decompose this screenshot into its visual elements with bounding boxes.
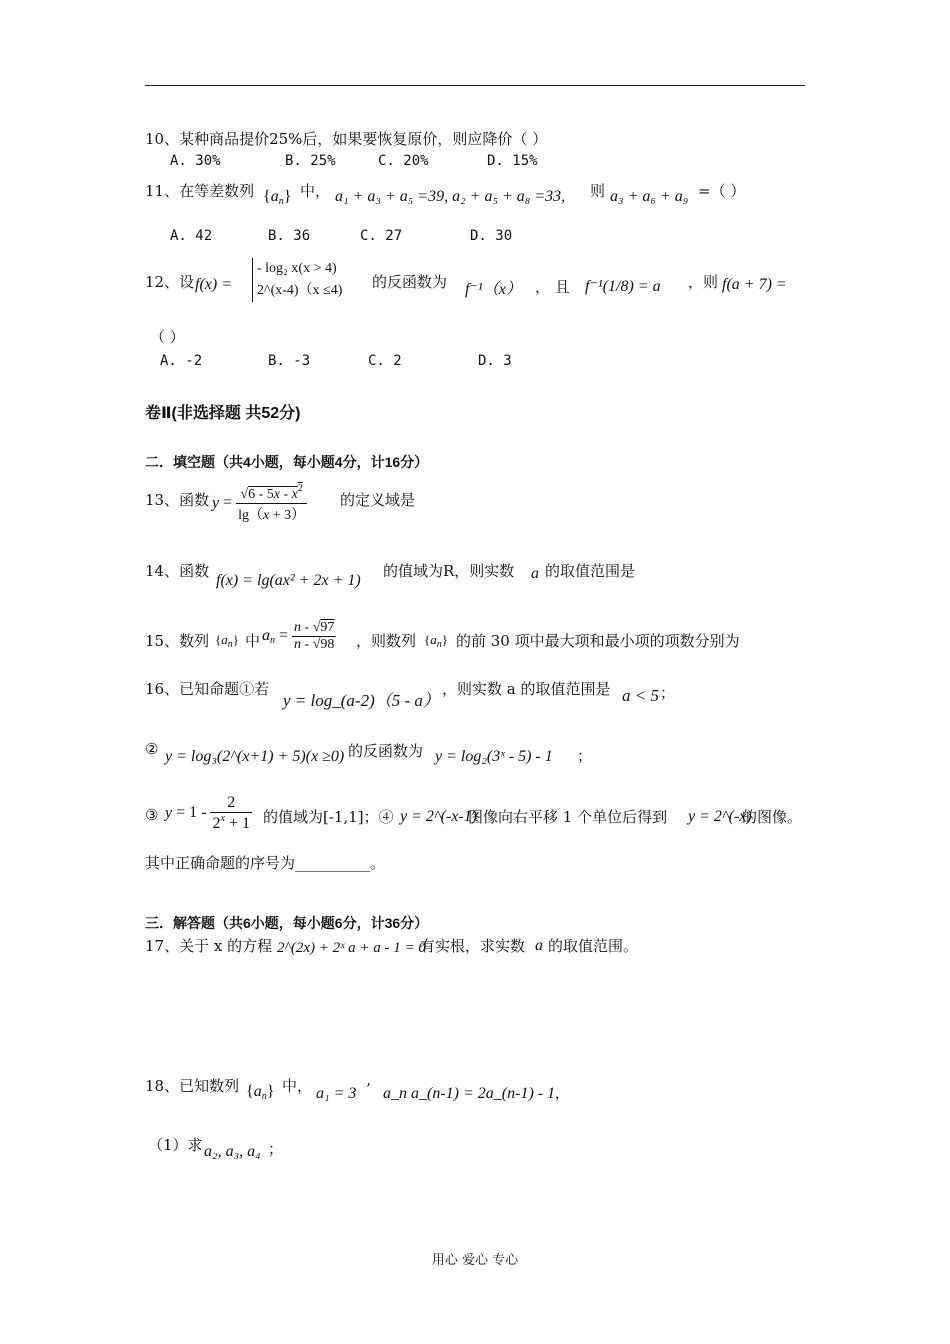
q16-semicolon-1: ； bbox=[660, 684, 676, 702]
q18-part1-ask: a₂, a₃, a₄ bbox=[204, 1143, 261, 1160]
q11-lead: 11、在等差数列 bbox=[145, 182, 255, 200]
q12-then: ，则 bbox=[688, 273, 719, 291]
q16-p4-result: y = 2^(-x) bbox=[688, 808, 752, 825]
q16-p1: y = log_(a-2)（5 - a） bbox=[283, 691, 440, 710]
q11-condition: a₁ + a₃ + a₅ =39, a₂ + a₅ + a₈ =33, bbox=[335, 188, 566, 205]
q15-mid: 中 bbox=[245, 632, 261, 650]
q16-lead: 16、已知命题①若 bbox=[145, 680, 270, 698]
part2-title: 卷Ⅱ(非选择题 共52分) bbox=[145, 405, 301, 422]
q17-tail: 有实根，求实数 bbox=[420, 937, 526, 955]
q14-lead: 14、函数 bbox=[145, 562, 210, 580]
q11-ask: a₃ + a₆ + a₉ bbox=[610, 188, 689, 205]
q15-tail2: 的前 30 项中最大项和最小项的项数分别为 bbox=[456, 632, 740, 650]
q12-condition: f⁻¹(1/8) = a bbox=[585, 278, 661, 295]
q16-p1-tail: ，则实数 a 的取值范围是 bbox=[442, 680, 611, 698]
q10-option-b: B. 25% bbox=[285, 153, 336, 169]
q16-p2-mark: ② bbox=[145, 740, 159, 758]
q12-option-c: C. 2 bbox=[368, 353, 402, 369]
q12-option-a: A. -2 bbox=[160, 353, 203, 369]
q14-var: a bbox=[531, 565, 539, 582]
section2-title: 二．填空题（共4小题，每小题4分，计16分） bbox=[145, 454, 429, 470]
q17-tail2: 的取值范围。 bbox=[548, 937, 639, 955]
q15-formula: $a_n$ = $\frac{n - √97}{n - √98}$ bbox=[262, 620, 335, 652]
q16-p3: y = 1 - $\frac{2}{2^x + 1}$ bbox=[165, 794, 250, 832]
q12-case1: - log₂ x(x > 4) bbox=[257, 261, 337, 276]
q18-seq: $\{a_n\}$ bbox=[246, 1083, 275, 1102]
q11-tail: =（ ） bbox=[698, 182, 746, 200]
q12-ask: f(a + 7) = bbox=[722, 276, 787, 293]
q12-option-b: B. -3 bbox=[268, 353, 311, 369]
q18-condition-1: a₁ = 3 bbox=[316, 1085, 357, 1102]
q12-piecewise bbox=[252, 258, 342, 302]
q10-stem: 10、某种商品提价25%后，如果要恢复原价，则应降价（ ） bbox=[145, 130, 548, 148]
q12-paren: （ ） bbox=[150, 328, 185, 346]
q11-option-b: B. 36 bbox=[268, 228, 311, 244]
q10-option-d: D. 15% bbox=[487, 153, 538, 169]
q11-then: 则 bbox=[590, 182, 606, 200]
q15-seq-2: $\{a_n\}$ bbox=[424, 632, 448, 650]
q11-option-c: C. 27 bbox=[360, 228, 403, 244]
page-footer: 用心 爱心 专心 bbox=[431, 1253, 519, 1268]
q16-p4-mid: 图像向右平移 1 个单位后得到 bbox=[468, 808, 668, 826]
q16-ask: 其中正确命题的序号为__________。 bbox=[145, 854, 386, 872]
q12-case2: 2^(x-4)（x ≤4) bbox=[257, 283, 343, 298]
q18-separator: ’ bbox=[366, 1080, 371, 1098]
q17-formula: 2^(2x) + 2ˣ a + a - 1 = 0 bbox=[277, 940, 426, 956]
q16-semicolon-2: ； bbox=[577, 747, 593, 765]
q10-option-c: C. 20% bbox=[378, 153, 429, 169]
q16-p3-mark: ③ bbox=[145, 806, 159, 824]
q12-lead: 12、设 bbox=[145, 273, 195, 291]
q16-p3-tail: 的值域为[-1,1]；④ bbox=[263, 808, 394, 826]
q11-mid: 中， bbox=[300, 182, 331, 200]
q14-formula: f(x) = lg(ax² + 2x + 1) bbox=[216, 572, 361, 589]
q18-semicolon: ； bbox=[268, 1140, 284, 1158]
q15-tail: ，则数列 bbox=[356, 632, 417, 650]
q18-part1: （1）求 bbox=[148, 1136, 203, 1154]
q11-seq: $\{a_n\}$ bbox=[263, 188, 292, 207]
q14-tail2: 的取值范围是 bbox=[545, 562, 636, 580]
q13-lead: 13、函数 bbox=[145, 491, 210, 509]
q18-lead: 18、已知数列 bbox=[145, 1077, 240, 1095]
q13-formula: y = $\frac{√6 - 5x - x^2}{\lg(x + 3)}$ bbox=[212, 483, 306, 523]
q15-lead: 15、数列 bbox=[145, 632, 210, 650]
q18-mid: 中， bbox=[282, 1077, 313, 1095]
q16-p2-inverse: y = log₂(3ˣ - 5) - 1 bbox=[435, 748, 553, 765]
q12-cond-lead: ， 且 bbox=[535, 278, 570, 296]
q10-option-a: A. 30% bbox=[170, 153, 221, 169]
section3-title: 三．解答题（共6小题，每小题6分，计36分） bbox=[145, 915, 429, 931]
q12-inverse-text: 的反函数为 bbox=[372, 273, 448, 291]
q16-p4: y = 2^(-x-1) bbox=[400, 808, 478, 825]
q13-tail: 的定义域是 bbox=[340, 491, 416, 509]
q16-p2-mid: 的反函数为 bbox=[348, 742, 424, 760]
q12-option-d: D. 3 bbox=[478, 353, 512, 369]
q12-inverse: f⁻¹（x） bbox=[465, 281, 522, 298]
q14-tail: 的值域为R，则实数 bbox=[383, 562, 515, 580]
q16-p4-tail: 的图像。 bbox=[742, 808, 803, 826]
q11-option-d: D. 30 bbox=[470, 228, 513, 244]
q18-condition-2: a_n a_(n-1) = 2a_(n-1) - 1, bbox=[383, 1085, 560, 1102]
q12-f-def: f(x) = bbox=[195, 276, 232, 293]
q15-seq: $\{a_n\}$ bbox=[215, 632, 239, 650]
header-rule bbox=[145, 85, 805, 86]
q17-lead: 17、关于 x 的方程 bbox=[145, 937, 273, 955]
q16-p1-answer: a < 5 bbox=[622, 686, 659, 705]
q17-var: a bbox=[535, 937, 543, 954]
q11-option-a: A. 42 bbox=[170, 228, 213, 244]
q16-p2: y = log₃(2^(x+1) + 5)(x ≥0) bbox=[165, 748, 345, 765]
